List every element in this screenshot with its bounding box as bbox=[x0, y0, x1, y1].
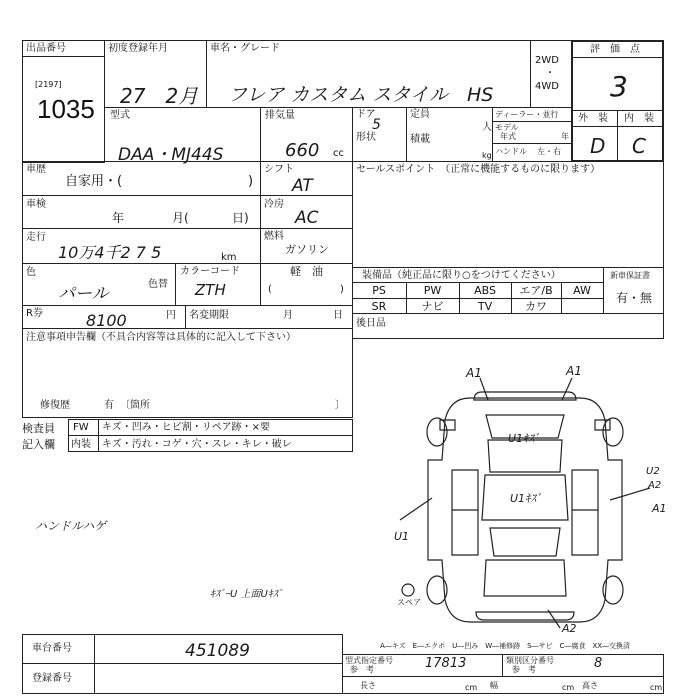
ac-value: AC bbox=[295, 208, 319, 228]
load-unit: kg bbox=[482, 151, 492, 160]
category-value: 8 bbox=[594, 656, 603, 671]
category-label: 類別区分番号 bbox=[506, 656, 554, 665]
inspection-year: 年 bbox=[112, 211, 125, 225]
trunk-outline bbox=[484, 560, 566, 596]
ac-label: 冷房 bbox=[264, 199, 284, 210]
drive-dot: ・ bbox=[545, 68, 555, 79]
equip-leather: カワ bbox=[525, 300, 547, 313]
equip-aw: AW bbox=[573, 284, 591, 297]
category-ref: 参 考 bbox=[512, 665, 536, 674]
history-close: ) bbox=[248, 174, 254, 189]
shift-value: AT bbox=[292, 176, 313, 196]
r-unit: 円 bbox=[166, 310, 176, 321]
front-bumper bbox=[474, 392, 576, 400]
repair-value: 有 bbox=[104, 400, 114, 411]
repair-place: 〔箇所 bbox=[120, 400, 150, 411]
model-value: DAA・MJ44S bbox=[118, 145, 224, 165]
repair-close: 〕 bbox=[335, 400, 345, 411]
model-year-label: モデル bbox=[495, 123, 519, 132]
mark-stroke-u1 bbox=[400, 498, 432, 520]
type-designation-ref: 参 考 bbox=[350, 665, 374, 674]
dealer-label: ディーラー・並行 bbox=[495, 110, 559, 119]
shape-label: 形状 bbox=[356, 132, 376, 143]
mark-a1-left: A1 bbox=[466, 366, 482, 380]
color-code-label: カラーコード bbox=[180, 266, 240, 277]
inspector-interior-label: 内装 bbox=[71, 439, 91, 450]
door-label: ドア bbox=[356, 109, 376, 120]
exterior-value: D bbox=[590, 134, 606, 158]
drive-2wd: 2WD bbox=[535, 55, 559, 66]
mark-a2-rear: A2 bbox=[562, 622, 577, 635]
fw-items: キズ・凹み・ヒビ割・リペア跡・×要 bbox=[102, 422, 270, 433]
spare-label: スペア bbox=[397, 598, 421, 607]
type-designation-label: 型式指定番号 bbox=[345, 656, 393, 665]
mark-stroke-a1-side bbox=[610, 488, 650, 500]
equipment-label: 装備品（純正品に限り○をつけてください） bbox=[362, 270, 561, 281]
width-unit: cm bbox=[562, 683, 575, 692]
history-value: 自家用・( bbox=[65, 174, 123, 189]
capacity-label: 定員 bbox=[410, 109, 430, 120]
mark-a1-right: A1 bbox=[566, 364, 582, 378]
car-name-label: 車名・グレード bbox=[210, 43, 280, 54]
capacity-unit: 人 bbox=[482, 122, 492, 133]
first-reg-label: 初度登録年月 bbox=[108, 43, 168, 54]
inspector-interior-items: キズ・汚れ・コゲ・穴・スレ・キレ・破レ bbox=[102, 439, 292, 450]
spare-tire bbox=[402, 584, 414, 596]
handle-label: ハンドル bbox=[495, 147, 527, 156]
color-code-value: ZTH bbox=[195, 281, 226, 299]
lot-number: 1035 bbox=[37, 94, 95, 124]
mark-u1-roof: U1ｷｽﾞ bbox=[508, 432, 540, 445]
fw-label: FW bbox=[73, 422, 89, 433]
displacement-label: 排気量 bbox=[265, 110, 295, 121]
repair-label: 修復歴 bbox=[40, 400, 70, 411]
fuel-paren-close: ) bbox=[340, 284, 344, 295]
fuel-label: 燃料 bbox=[264, 231, 284, 242]
history-label: 車歴 bbox=[26, 164, 46, 175]
load-label: 積載 bbox=[410, 134, 430, 145]
inspector-notes-label: 記入欄 bbox=[22, 438, 55, 451]
mileage-unit: km bbox=[221, 252, 237, 263]
mileage-label: 走行 bbox=[26, 232, 46, 243]
grade-value: 3 bbox=[610, 70, 628, 103]
inspection-label: 車検 bbox=[26, 199, 46, 210]
r-value: 8100 bbox=[86, 311, 127, 330]
mark-u1-left: U1 bbox=[394, 530, 410, 543]
plate-label: 登録番号 bbox=[32, 673, 72, 684]
equip-abs: ABS bbox=[474, 284, 496, 297]
equip-airbag: エア/B bbox=[519, 284, 553, 297]
inspection-month: 月( bbox=[172, 211, 189, 225]
color-value: パール bbox=[58, 284, 109, 304]
width-label: 幅 bbox=[490, 681, 498, 690]
equip-pw: PW bbox=[423, 284, 442, 297]
color-count-label: 色替 bbox=[148, 279, 168, 290]
handwritten-note-2: ｷｽﾞｰU 上面Uｷｽﾞ bbox=[210, 589, 283, 600]
grade-label: 評 価 点 bbox=[590, 44, 640, 55]
warranty-label: 新車保証書 bbox=[610, 271, 650, 280]
inspector-label: 検査員 bbox=[22, 422, 55, 435]
left-mirror bbox=[440, 420, 455, 430]
car-name-value: フレア カスタム スタイル HS bbox=[228, 84, 494, 106]
right-mirror bbox=[595, 420, 610, 430]
model-label: 型式 bbox=[110, 110, 130, 121]
shift-label: シフト bbox=[264, 164, 294, 175]
legend-text: A―キズ E―エクボ U―凹み W―補修跡 S―サビ C―腐食 XX―交換済 bbox=[380, 642, 631, 650]
mark-stroke-left-a1 bbox=[480, 378, 488, 400]
length-unit: cm bbox=[465, 683, 478, 692]
interior-value: C bbox=[632, 134, 646, 158]
lot-label: 出品番号 bbox=[26, 43, 66, 54]
model-year-label2: 年式 bbox=[500, 132, 516, 141]
type-designation-value: 17813 bbox=[425, 656, 467, 671]
mark-stroke-a2-rear bbox=[548, 610, 560, 628]
length-label: 長さ bbox=[360, 681, 376, 690]
year-unit: 年 bbox=[561, 132, 569, 141]
equip-ps: PS bbox=[372, 284, 386, 297]
left-side-panel bbox=[452, 470, 478, 555]
chassis-value: 451089 bbox=[185, 641, 250, 661]
r-label: R券 bbox=[26, 308, 43, 319]
equip-navi: ナビ bbox=[421, 300, 444, 313]
notes-label: 注意事項申告欄（不具合内容等は具体的に記入して下さい） bbox=[26, 332, 296, 343]
chassis-label: 車台番号 bbox=[32, 643, 72, 654]
fuel-paren-open: ( bbox=[268, 284, 272, 295]
later-items-label: 後日品 bbox=[356, 318, 386, 329]
exterior-label: 外 装 bbox=[578, 113, 608, 124]
name-change-day: 日 bbox=[333, 310, 343, 321]
displacement-value: 660 bbox=[285, 140, 320, 161]
warranty-value: 有・無 bbox=[616, 291, 653, 305]
right-side-panel bbox=[572, 470, 598, 555]
sales-point-label: セールスポイント （正常に機能するものに限ります） bbox=[356, 164, 601, 175]
name-change-month: 月 bbox=[283, 310, 293, 321]
name-change-label: 名変期限 bbox=[189, 310, 229, 321]
rear-bumper bbox=[476, 612, 574, 620]
height-label: 高さ bbox=[582, 681, 598, 690]
mark-a2-side: A2 bbox=[648, 480, 662, 491]
door-value: 5 bbox=[372, 117, 381, 133]
rear-window-outline bbox=[490, 528, 560, 556]
lot-small-number: [2197] bbox=[35, 80, 62, 89]
interior-label: 内 装 bbox=[624, 113, 654, 124]
color-label: 色 bbox=[26, 267, 36, 278]
equip-sr: SR bbox=[371, 300, 387, 313]
mileage-value: 10万4千2 7 5 bbox=[58, 243, 162, 262]
fuel-value2: 軽 油 bbox=[290, 265, 323, 278]
mark-u1-hood: U1ｷｽﾞ bbox=[510, 492, 542, 505]
handwritten-note-1: ハンドルハゲ bbox=[35, 519, 107, 533]
displacement-unit: cc bbox=[333, 148, 344, 159]
mark-stroke-right-a1 bbox=[562, 378, 572, 400]
first-reg-value: 27 2月 bbox=[120, 84, 199, 108]
equip-tv: TV bbox=[477, 300, 493, 313]
fuel-value: ガソリン bbox=[285, 243, 329, 256]
mark-u2: U2 bbox=[646, 466, 660, 477]
drive-4wd: 4WD bbox=[535, 81, 559, 92]
inspection-day: 日) bbox=[232, 211, 249, 225]
handle-options: 左・右 bbox=[537, 147, 561, 156]
height-unit: cm bbox=[650, 683, 663, 692]
mark-a1-side: A1 bbox=[652, 502, 667, 515]
